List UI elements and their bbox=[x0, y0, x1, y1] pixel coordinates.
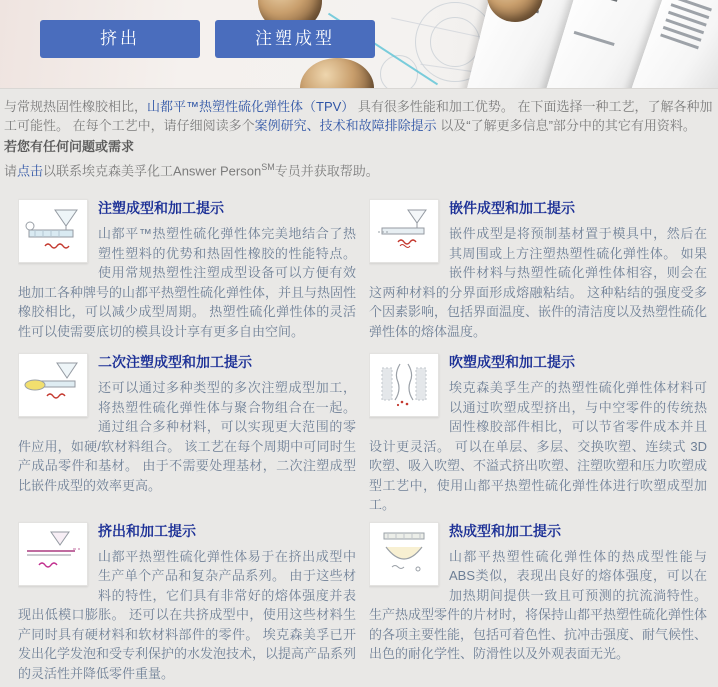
insert-molding-thumbnail[interactable] bbox=[369, 199, 439, 263]
intro-text: 以及“了解更多信息”部分中的其它有用资料。 bbox=[436, 118, 696, 133]
service-mark-sup: SM bbox=[261, 162, 275, 172]
injection-molding-sketch-icon bbox=[23, 204, 83, 258]
case-studies-link[interactable]: 案例研究、技术和故障排除提示 bbox=[254, 118, 437, 133]
section-title-extrusion[interactable]: 挤出和加工提示 bbox=[98, 522, 196, 539]
insert-molding-sketch-icon bbox=[374, 204, 434, 258]
section-title-blow-molding[interactable]: 吹塑成型和加工提示 bbox=[449, 354, 575, 371]
intro-text: 与常规热固性橡胶相比， bbox=[4, 99, 148, 114]
intro-block bbox=[0, 89, 718, 180]
section-blow-molding bbox=[369, 350, 707, 515]
intro-paragraph bbox=[4, 97, 714, 135]
bronze-part-sphere bbox=[300, 58, 374, 89]
thermoforming-sketch-icon bbox=[374, 527, 434, 581]
section-body-injection-molding: 山都平™热塑性硫化弹性体完美地结合了热塑性塑料的优势和热固性橡胶的性能特点。 使用常规热塑性注塑成型设备可以方便有效地加工各种牌号的山都平热塑性硫化弹性体，并且与热固性橡胶相比，可以减少成型周期。 热塑性硫化弹性体的灵活性可以使需要底切的模具设计享有更多自由空间。 bbox=[18, 226, 356, 339]
thermoforming-thumbnail[interactable] bbox=[369, 522, 439, 586]
process-sections-grid bbox=[18, 196, 707, 687]
overmolding-sketch-icon bbox=[23, 358, 83, 412]
section-injection-molding bbox=[18, 196, 356, 346]
question-heading: 若您有任何问题或需求 bbox=[4, 139, 135, 154]
contact-text: 专员并获取帮助。 bbox=[274, 163, 379, 179]
section-body-insert-molding: 嵌件成型是将预制基材置于模具中，然后在其周围或上方注塑热塑性硫化弹性体。 如果嵌件材料与热塑性硫化弹性体相容，则会在这两种材料的分界面形成熔融粘结。 这种粘结的强度受多个因素影响，包括界面温度、嵌件的清洁度以及热塑性硫化弹性体的熔体温度。 bbox=[369, 226, 707, 339]
extrusion-button[interactable]: 挤出 bbox=[40, 20, 200, 58]
contact-click-link[interactable]: 点击 bbox=[17, 163, 44, 179]
extrusion-sketch-icon bbox=[23, 527, 83, 581]
extrusion-thumbnail[interactable] bbox=[18, 522, 88, 586]
injection-molding-button[interactable]: 注塑成型 bbox=[215, 20, 375, 58]
contact-text: 请 bbox=[4, 163, 18, 179]
section-overmolding bbox=[18, 350, 356, 515]
section-body-extrusion: 山都平热塑性硫化弹性体易于在挤出成型中生产单个产品和复杂产品系列。 由于这些材料的特性，它们具有非常好的熔体强度并表现出低模口膨胀。 还可以在共挤成型中，使用这些材料生产同时具有硬材料和软材料部件的零件。 埃克森美孚已开发出化学发泡和受专利保护的水发泡技术，以提高产品系列的灵活性并降低零件重量。 bbox=[18, 548, 356, 681]
blow-molding-sketch-icon bbox=[374, 358, 434, 412]
hero-banner bbox=[0, 0, 718, 89]
overmolding-thumbnail[interactable] bbox=[18, 353, 88, 417]
section-body-blow-molding: 埃克森美孚生产的热塑性硫化弹性体材料可以通过吹塑成型挤出，与中空零件的传统热固性橡胶部件相比，可以节省零件成本并且设计更灵活。 可以在单层、多层、交换吹塑、连续式 3D 吹塑、吸入吹塑、不溢式挤出吹塑、注塑吹塑和压力吹塑成型工艺中，使用山都平热塑性硫化弹性体进行吹塑成型加工。 bbox=[369, 380, 707, 513]
tpv-product-link[interactable]: 山都平™热塑性硫化弹性体（TPV） bbox=[147, 99, 355, 114]
intro-text: 具有很多性能和加工优势。 在下面选择一种工艺，了解各种加工可能性。 在每个工艺中，请仔细阅读多个 bbox=[4, 99, 713, 133]
blow-molding-thumbnail[interactable] bbox=[369, 353, 439, 417]
section-body-overmolding: 还可以通过多种类型的多次注塑成型加工，将热塑性硫化弹性体与聚合物组合在一起。 通过组合多种材料，可以实现更大范围的零件应用，如硬/软材料组合。 该工艺在每个周期中可同时生产成品零件和基材。 由于不需要处理基材，二次注塑成型比嵌件成型的效率更高。 bbox=[18, 380, 356, 493]
section-insert-molding bbox=[369, 196, 707, 346]
section-title-insert-molding[interactable]: 嵌件成型和加工提示 bbox=[449, 200, 575, 217]
section-title-overmolding[interactable]: 二次注塑成型和加工提示 bbox=[98, 354, 252, 371]
contact-text: 以联系埃克森美孚化工Answer Person bbox=[43, 163, 262, 179]
section-extrusion bbox=[18, 519, 356, 684]
section-title-thermoforming[interactable]: 热成型和加工提示 bbox=[449, 522, 561, 539]
injection-molding-thumbnail[interactable] bbox=[18, 199, 88, 263]
section-title-injection-molding[interactable]: 注塑成型和加工提示 bbox=[98, 200, 224, 217]
contact-paragraph bbox=[4, 158, 714, 180]
blueprint-circle bbox=[430, 17, 480, 67]
section-body-thermoforming: 山都平热塑性硫化弹性体的热成型性能与ABS类似，表现出良好的熔体强度，可以在加热期间提供一致且可预测的抗流淌特性。 生产热成型零件的片材时，将保持山都平热塑性硫化弹性体的各项主要性能，包括可着色性、抗冲击强度、耐气候性、出色的耐化学性、防滑性以及外观表面无光。 bbox=[369, 548, 707, 662]
section-thermoforming bbox=[369, 519, 707, 684]
